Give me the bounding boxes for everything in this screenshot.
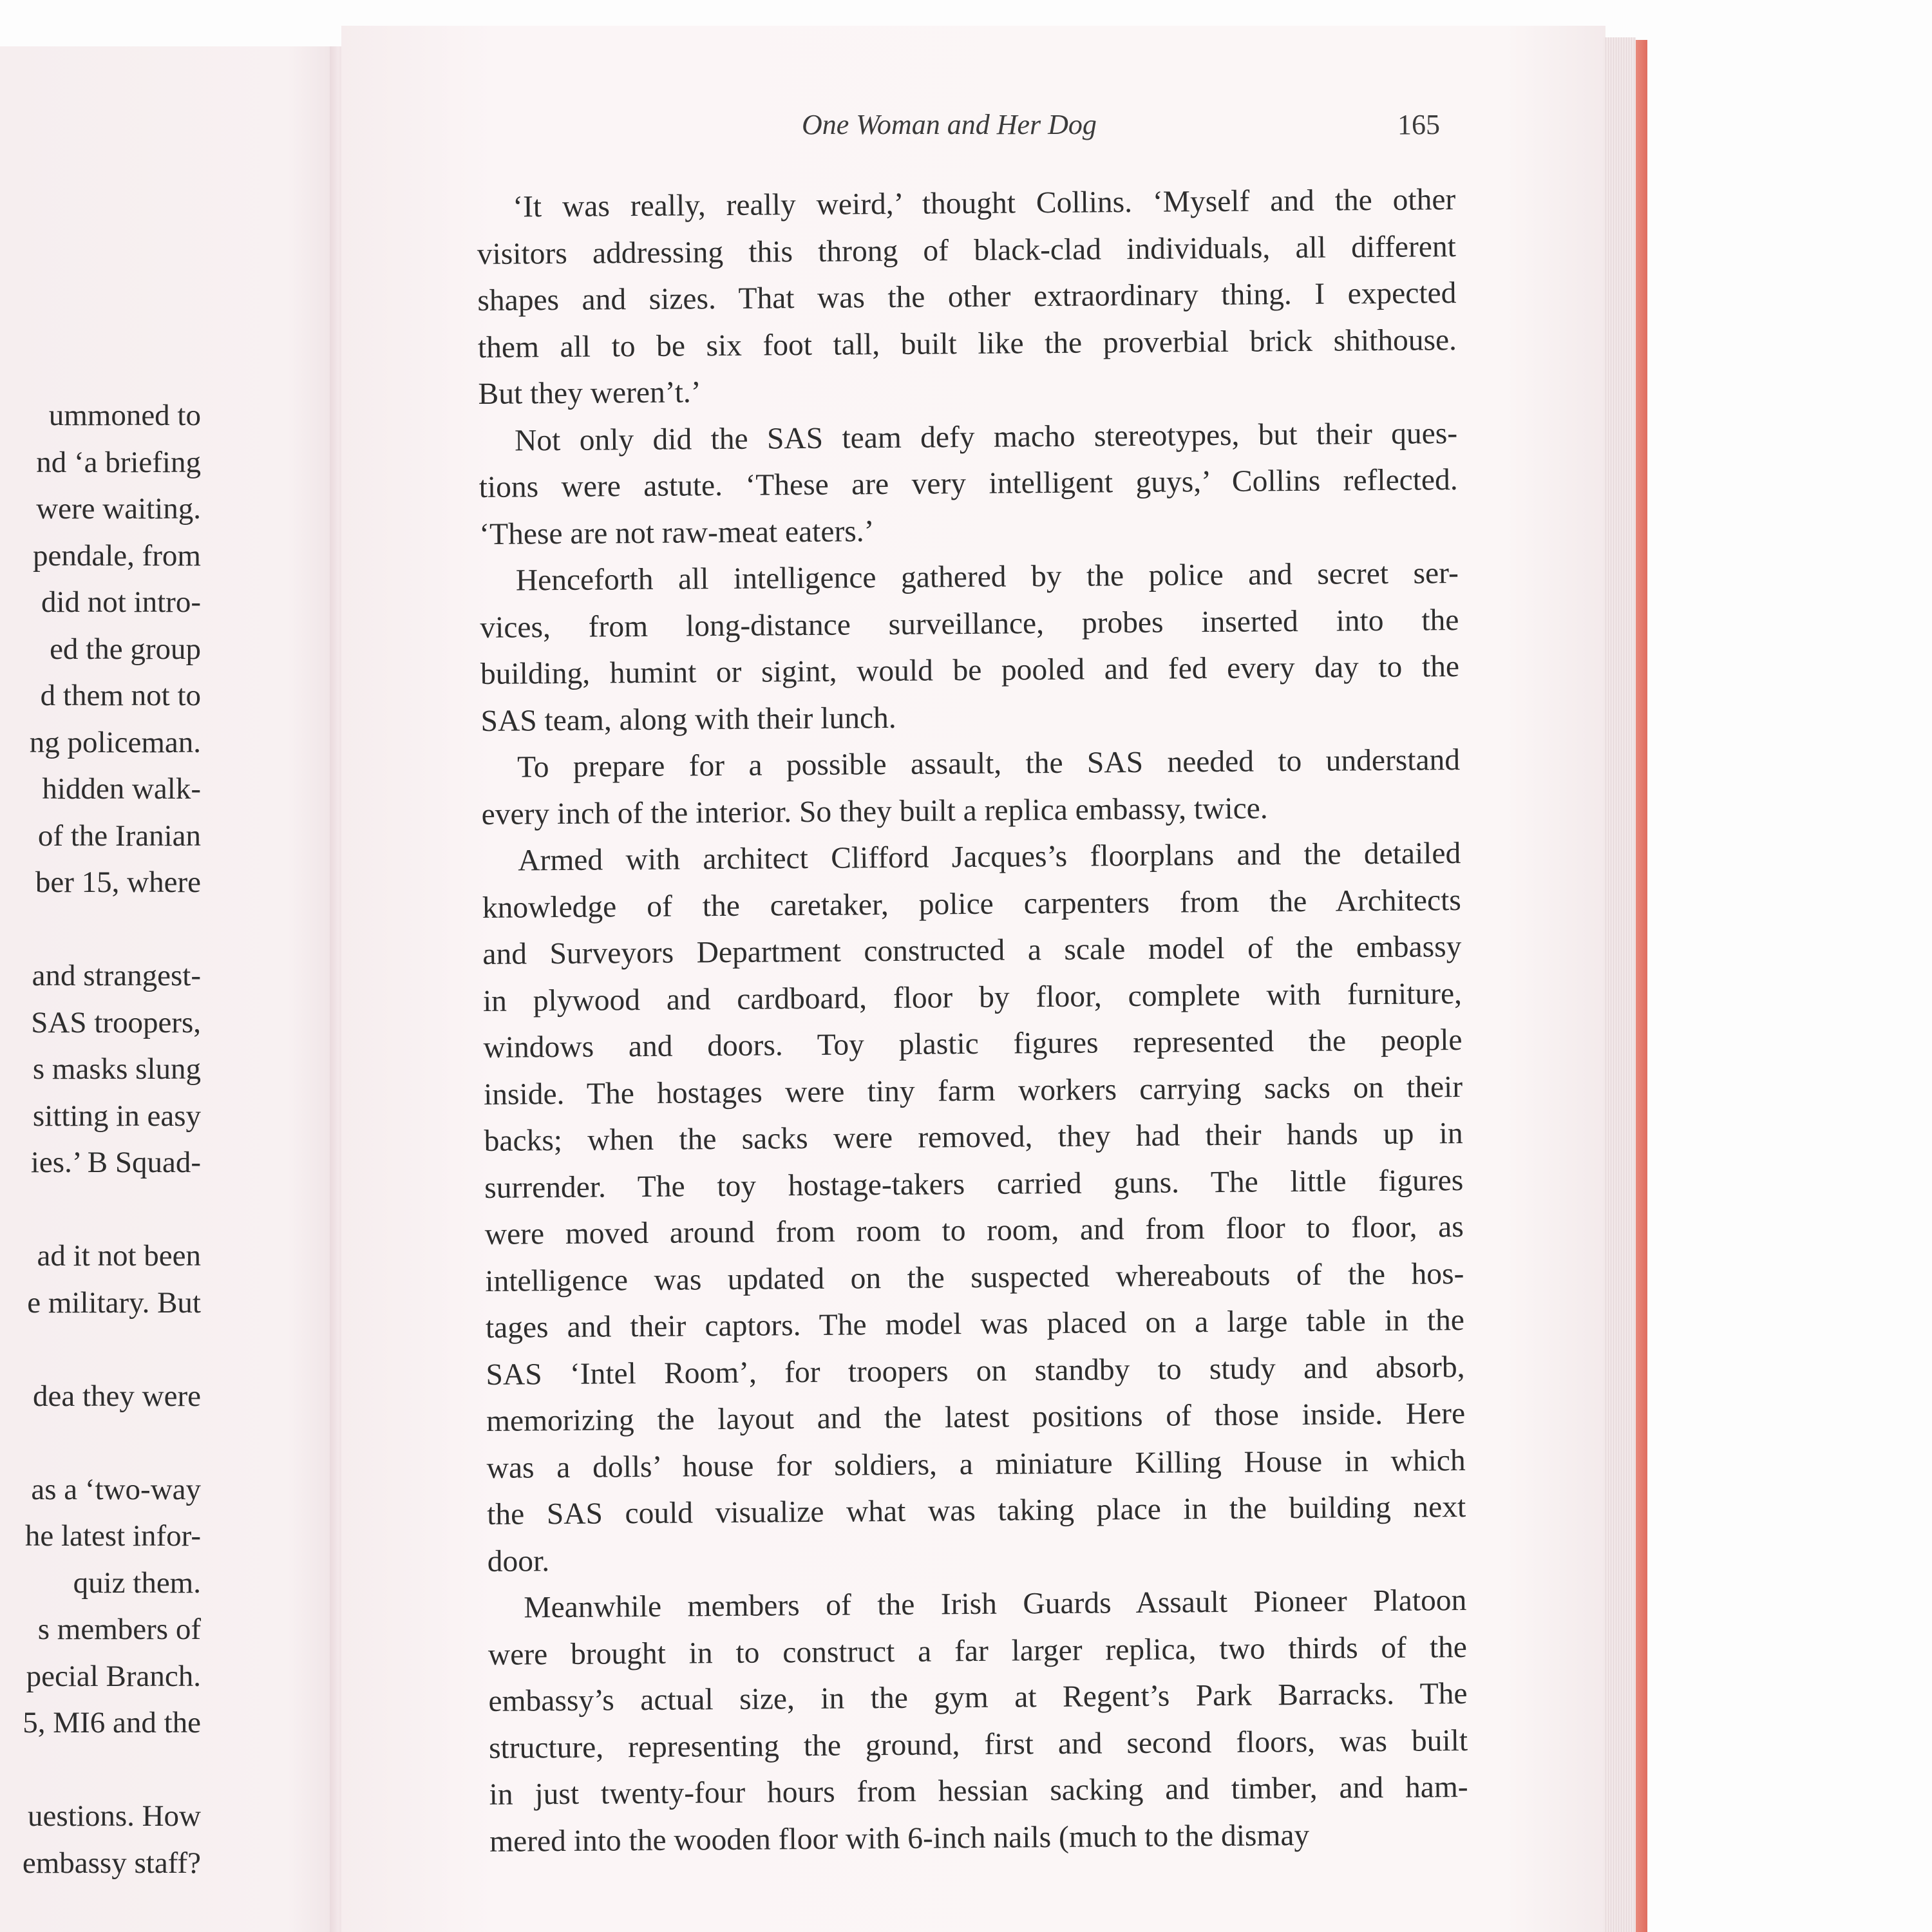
text-line: and Surveyors Department constructed a scale model of the embassy	[482, 930, 1462, 971]
text-line: building, humint or sigint, would be pooled and fed every day to the	[480, 650, 1460, 691]
text-line: pecial Branch.	[26, 1659, 201, 1693]
text-line: surrender. The toy hostage-takers carried guns. The little figures	[484, 1163, 1464, 1205]
text-line: memorizing the layout and the latest positions of those inside. Here	[486, 1397, 1466, 1438]
text-line: embassy staff?	[22, 1846, 201, 1880]
text-line: and strangest-	[32, 959, 201, 992]
text-line: pendale, from	[32, 538, 201, 573]
text-line: e military. But	[27, 1285, 201, 1320]
text-line: tages and their captors. The model was placed on a large table in the	[485, 1303, 1465, 1345]
text-line: 5, MI6 and the	[23, 1706, 201, 1739]
text-line: shapes and sizes. That was the other extraordinary thing. I expected	[477, 276, 1457, 317]
text-line: d them not to	[40, 679, 201, 712]
text-line: vices, from long-distance surveillance, probes inserted into the	[480, 603, 1459, 645]
line-gap	[0, 1419, 201, 1466]
text-line: in plywood and cardboard, floor by floor, complete with furniture,	[482, 976, 1463, 1018]
text-line: nd ‘a briefing	[36, 445, 201, 479]
text-line: ed the group	[50, 632, 201, 666]
text-line: s members of	[37, 1613, 201, 1646]
text-line: were moved around from room to room, and from floor to floor, as	[484, 1210, 1464, 1251]
text-line: inside. The hostages were tiny farm workers carrying sacks on their	[483, 1070, 1463, 1112]
right-page-text	[477, 176, 1468, 1865]
text-line: he latest infor-	[24, 1519, 201, 1553]
text-line: backs; when the sacks were removed, they had their hands up in	[484, 1117, 1463, 1158]
text-line: the SAS could visualize what was taking place in the building next	[487, 1490, 1466, 1531]
text-line: uestions. How	[28, 1799, 201, 1833]
text-line: Henceforth all intelligence gathered by the police and secret ser-	[515, 556, 1459, 598]
text-line: was a dolls’ house for soldiers, a miniature Killing House in which	[486, 1443, 1466, 1485]
text-line: windows and doors. Toy plastic figures represented the people	[483, 1023, 1463, 1065]
text-line: them all to be six foot tall, built like the proverbial brick shithouse.	[477, 323, 1457, 365]
page-number: 165	[1397, 109, 1440, 140]
line-gap	[0, 1326, 201, 1373]
text-line: Armed with architect Clifford Jacques’s floorplans and the detailed	[518, 837, 1461, 878]
text-line: ies.’ B Squad-	[30, 1146, 201, 1179]
red-cover-edge	[1636, 40, 1647, 1932]
line-gap	[0, 1186, 201, 1233]
text-line: ng policeman.	[29, 725, 201, 759]
page-block-edges	[1604, 37, 1636, 1932]
line-gap	[0, 906, 201, 953]
line-gap	[0, 1747, 201, 1794]
text-line: tions were astute. ‘These are very intelligent guys,’ Collins reflected.	[478, 463, 1458, 504]
text-line: visitors addressing this throng of black-clad individuals, all different	[477, 229, 1457, 271]
text-line: To prepare for a possible assault, the SAS needed to understand	[516, 743, 1461, 784]
text-line: s masks slung	[32, 1052, 201, 1086]
text-line: as a ‘two-way	[31, 1472, 201, 1506]
text-line: ber 15, where	[35, 866, 201, 899]
text-line: were brought in to construct a far larger replica, two thirds of the	[488, 1630, 1468, 1672]
text-line: door.	[487, 1544, 550, 1578]
text-line: intelligence was updated on the suspected whereabouts of the hos-	[485, 1256, 1464, 1298]
text-line: Meanwhile members of the Irish Guards Assault Pioneer Platoon	[524, 1583, 1467, 1625]
text-line: ‘It was really, really weird,’ thought Collins. ‘Myself and the other	[513, 183, 1456, 224]
text-line: hidden walk-	[42, 772, 201, 806]
text-line: ‘These are not raw-meat eaters.’	[479, 514, 875, 551]
text-line: ummoned to	[48, 399, 201, 432]
text-line: every inch of the interior. So they built a replica embassy, twice.	[481, 791, 1268, 831]
text-line: did not intro-	[41, 585, 201, 619]
text-line: embassy’s actual size, in the gym at Regent’s Park Barracks. The	[488, 1676, 1468, 1718]
text-line: sitting in easy	[32, 1099, 201, 1133]
left-page-text	[0, 392, 201, 1886]
text-line: mered into the wooden floor with 6-inch nails (much to the dismay	[489, 1818, 1310, 1859]
text-line: SAS troopers,	[31, 1005, 201, 1039]
text-line: SAS team, along with their lunch.	[480, 701, 896, 738]
text-line: were waiting.	[36, 492, 201, 526]
text-line: ad it not been	[37, 1239, 201, 1273]
text-line: SAS ‘Intel Room’, for troopers on standby to study and absorb,	[486, 1350, 1465, 1392]
text-line: Not only did the SAS team defy macho stereotypes, but their ques-	[514, 416, 1458, 458]
text-line: But they weren’t.’	[478, 375, 701, 411]
text-line: of the Iranian	[37, 819, 201, 853]
text-line: structure, representing the ground, first and second floors, was built	[488, 1723, 1468, 1765]
running-head-title: One Woman and Her Dog	[802, 109, 1097, 140]
left-page	[0, 46, 338, 1932]
text-line: knowledge of the caretaker, police carpenters from the Architects	[482, 883, 1461, 925]
text-line: dea they were	[33, 1379, 201, 1413]
text-line: quiz them.	[73, 1566, 201, 1600]
text-line: in just twenty-four hours from hessian sacking and timber, and ham-	[489, 1770, 1468, 1812]
